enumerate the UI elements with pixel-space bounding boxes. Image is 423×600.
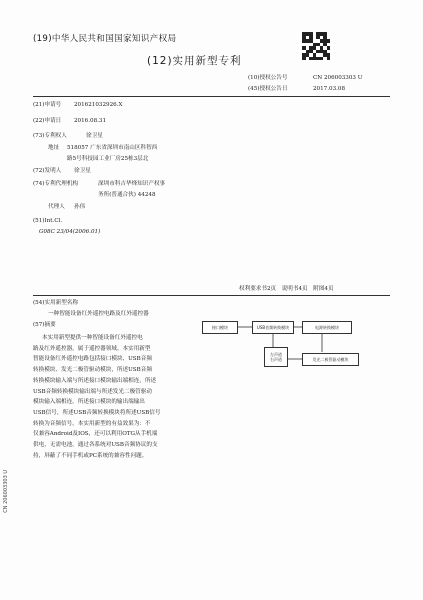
abstract-line: 模块输入端相连，所述接口模块的输出端输出 — [33, 399, 145, 406]
box-power-module: 电源转换模块 — [302, 321, 352, 334]
abstract-line: 转换模块、发光二极管驱动模块，所述USB音频 — [33, 367, 152, 374]
biblio-divider — [33, 295, 390, 296]
abstract-line: USB音频转换模块输出端与所述发光二极管驱动 — [33, 388, 152, 395]
filing-date-label: (22)申请日 — [33, 118, 62, 124]
abstract-body — [33, 333, 203, 461]
qr-code-icon — [302, 32, 330, 60]
ipc-label: (51)Int.Cl. — [33, 218, 63, 224]
agency-line-2: 务所(普通合伙) 44248 — [98, 192, 156, 198]
agency-label: (74)专利代理机构 — [33, 181, 79, 187]
abstract-line: 路及红外遥控器，属于遥控器领域。本实用新型 — [33, 345, 151, 352]
address-line-2: 路5号科技园工业厂房25栋3层北 — [67, 156, 149, 162]
utility-title: 一种智能设备红外遥控电路及红外遥控器 — [48, 311, 149, 317]
office-name: (19)中华人民共和国国家知识产权局 — [33, 34, 177, 44]
address-label: 地址 — [48, 145, 60, 151]
right-channel-label: 右声道 — [270, 357, 282, 362]
app-no-label: (21)申请号 — [33, 102, 62, 108]
abstract-label: (57)摘要 — [33, 322, 56, 328]
abstract-line: 供电，无需电池，通过各系统对USB音频协议的支 — [33, 442, 158, 449]
patentee-label: (73)专利权人 — [33, 133, 67, 139]
abstract-line: 智能设备红外遥控电路包括接口模块、USB音频 — [33, 356, 152, 363]
abstract-line: USB信号，所述USB音频转换模块将所述USB信号 — [33, 409, 161, 416]
abstract-line: 仅兼容Android及IOS，还可以利用OTG从手机端 — [33, 431, 158, 438]
abstract-line: 持，屏蔽了不同手机或PC系统的兼容性问题。 — [33, 452, 148, 459]
agent: 孙伟 — [74, 204, 86, 210]
document-type-title: (12)实用新型专利 — [147, 55, 242, 67]
pub-no: CN 206003303 U — [313, 75, 363, 81]
app-no: 201621032926.X — [74, 102, 123, 108]
agent-label: 代理人 — [48, 204, 65, 210]
box-interface-module: 接口模块 — [202, 321, 238, 334]
abstract-line: 转换为音频信号。本实用新型的有益效果为：不 — [33, 420, 151, 427]
side-pub-number: CN 206003303 U — [3, 470, 9, 513]
pub-date-label: (45)授权公告日 — [248, 86, 288, 92]
pub-no-label: (10)授权公告号 — [248, 75, 288, 81]
agency-line-1: 深圳市科吉华烽知识产权事 — [98, 181, 166, 187]
box-led-driver-module: 发光二极管驱动模块 — [302, 353, 359, 366]
pages-note: 权利要求书2页 说明书4页 附图4页 — [239, 286, 334, 292]
box-usb-audio-module: USB音频转换模块 — [252, 321, 294, 334]
left-channel-label: 左声道 — [270, 352, 282, 357]
pub-date: 2017.03.08 — [313, 86, 346, 92]
inventor-label: (72)发明人 — [33, 168, 62, 174]
ipc-code: G08C 23/04(2006.01) — [39, 229, 101, 235]
filing-date: 2016.08.31 — [74, 118, 107, 124]
abstract-line: 转换模块输入端与所述接口模块输出端相连，所述 — [33, 377, 157, 384]
header-divider — [33, 96, 390, 97]
inventor: 徐卫星 — [74, 168, 91, 174]
address-line-1: 518057 广东省深圳市南山区科智西 — [67, 145, 158, 151]
abstract-line: 本实用新型提供一种智能设备红外遥控电 — [42, 335, 143, 341]
utility-title-label: (54)实用新型名称 — [33, 300, 79, 306]
patentee: 徐卫星 — [86, 133, 103, 139]
box-audio-channels — [264, 347, 288, 367]
